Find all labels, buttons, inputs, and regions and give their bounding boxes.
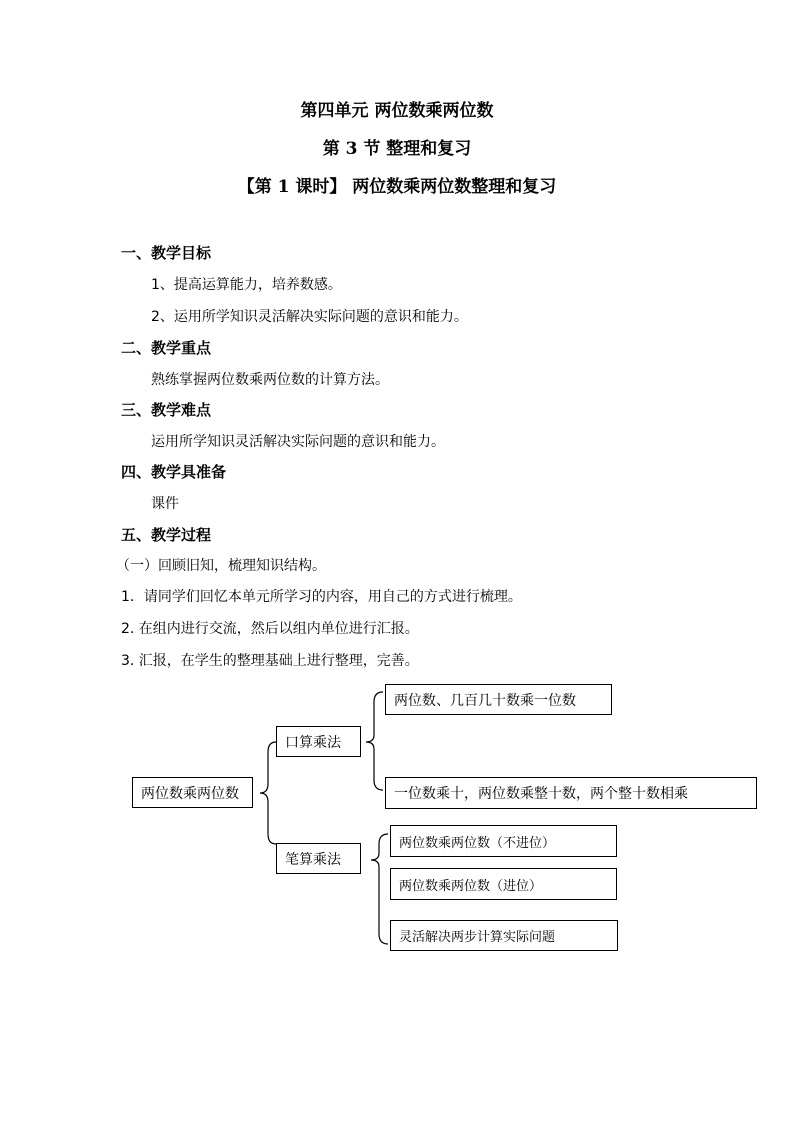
- materials-item: 课件: [151, 496, 179, 512]
- key-point-item: 熟练掌握两位数乘两位数的计算方法。: [151, 372, 389, 388]
- section-heading-process: 五、教学过程: [121, 526, 212, 544]
- written-item-2: 两位数乘两位数（进位）: [390, 868, 617, 900]
- section-heading-materials: 四、教学具准备: [121, 463, 227, 481]
- section-heading-difficulties: 三、教学难点: [121, 401, 212, 419]
- root-node: 两位数乘两位数: [132, 777, 253, 808]
- process-subheading: （一）回顾旧知，梳理知识结构。: [116, 558, 326, 574]
- section-title: 第 3 节 整理和复习: [322, 139, 472, 159]
- process-step-3: 3. 汇报，在学生的整理基础上进行整理，完善。: [121, 653, 419, 669]
- lesson-title: 【第 1 课时】 两位数乘两位数整理和复习: [237, 177, 557, 197]
- written-multiplication-node: 笔算乘法: [276, 843, 361, 874]
- goal-item-1: 1、提高运算能力，培养数感。: [151, 277, 342, 293]
- process-step-2: 2. 在组内进行交流，然后以组内单位进行汇报。: [121, 621, 419, 637]
- unit-title: 第四单元 两位数乘两位数: [300, 101, 494, 121]
- goal-item-2: 2、运用所学知识灵活解决实际问题的意识和能力。: [151, 309, 468, 325]
- section-heading-key-points: 二、教学重点: [121, 339, 212, 357]
- difficulty-item: 运用所学知识灵活解决实际问题的意识和能力。: [151, 434, 445, 450]
- oral-multiplication-node: 口算乘法: [276, 726, 361, 757]
- process-step-1: 1．请同学们回忆本单元所学习的内容，用自己的方式进行梳理。: [121, 589, 522, 605]
- written-item-3: 灵活解决两步计算实际问题: [390, 920, 618, 951]
- oral-item-2: 一位数乘十，两位数乘整十数，两个整十数相乘: [385, 777, 757, 809]
- written-item-1: 两位数乘两位数（不进位）: [390, 825, 617, 857]
- oral-item-1: 两位数、几百几十数乘一位数: [385, 684, 612, 715]
- section-heading-goals: 一、教学目标: [121, 244, 212, 262]
